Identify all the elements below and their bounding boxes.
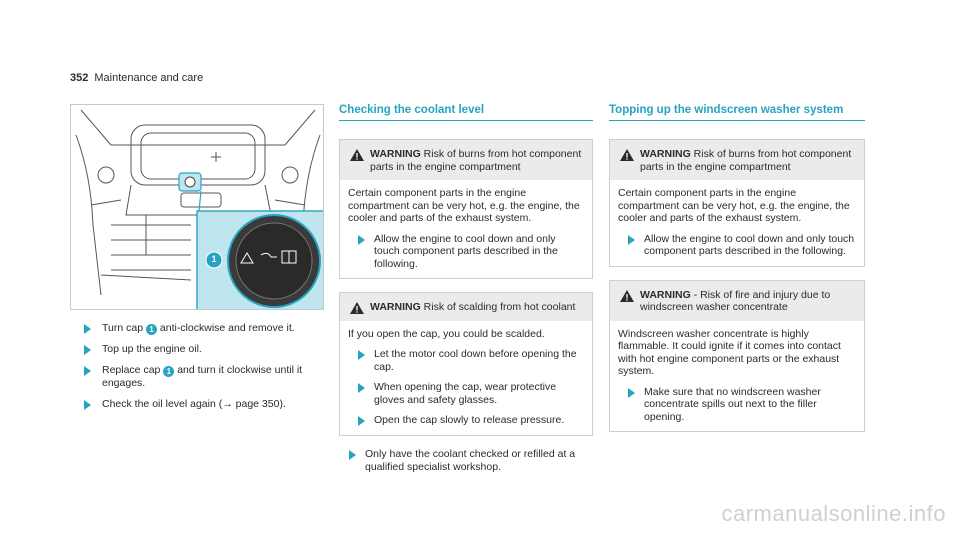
warning-text: Certain component parts in the engine compartment can be very hot, e.g. the engine, the cooler and parts of the exhaust system. — [618, 187, 850, 224]
oil-steps — [70, 322, 328, 419]
warning-label: WARNING — [640, 148, 691, 160]
warning-step — [348, 348, 584, 373]
warning-step — [348, 414, 584, 427]
warning-icon — [350, 302, 364, 314]
step-text: and turn it clockwise until it engages. — [102, 364, 303, 389]
warning-header — [610, 140, 864, 180]
section-title: Maintenance and care — [94, 72, 204, 84]
warning-label: WARNING — [640, 288, 691, 301]
step-arrow-icon — [349, 450, 356, 460]
warning-step — [618, 233, 856, 258]
warning-icon — [620, 290, 634, 302]
step-arrow-icon — [358, 383, 365, 393]
step-arrow-icon — [358, 235, 365, 245]
warning-label: WARNING — [370, 301, 421, 313]
warning-text: Certain component parts in the engine compartment can be very hot, e.g. the engine, the cooler and parts of the exhaust system. — [348, 187, 580, 224]
step-item — [70, 343, 328, 356]
warning-body — [340, 180, 592, 278]
warning-box — [609, 139, 865, 267]
warning-box — [609, 280, 865, 433]
step-text: Turn cap — [102, 322, 146, 334]
warning-step — [348, 381, 584, 406]
step-arrow-icon — [84, 324, 91, 334]
step-arrow-icon — [358, 350, 365, 360]
step-text: Only have the coolant checked or refilled at a qualified specialist workshop. — [365, 447, 576, 473]
step-text: Replace cap — [102, 364, 164, 376]
warning-body — [610, 321, 864, 432]
coolant-title: Checking the coolant level — [339, 104, 593, 121]
warning-headline: Risk of burns from hot component parts in the engine compartment — [370, 148, 582, 173]
page-number: 352 — [70, 72, 89, 84]
step-item — [70, 364, 328, 390]
warning-headline: - Risk of fire and injury due to windscreen washer concentrate — [640, 288, 831, 313]
step-item — [70, 322, 328, 335]
step-text: Allow the engine to cool down and only touch component parts described in the following. — [374, 232, 558, 270]
warning-step — [348, 233, 584, 271]
warning-label: WARNING — [370, 148, 421, 160]
page-reference-link[interactable]: Check the oil level again (→ page 350). — [102, 398, 286, 410]
warning-headline: Risk of burns from hot component parts in the engine compartment — [640, 148, 852, 173]
warning-box — [339, 139, 593, 279]
warning-icon — [620, 149, 634, 161]
step-item — [70, 398, 328, 411]
warning-header — [340, 293, 592, 321]
step-arrow-icon — [84, 400, 91, 410]
coolant-section — [339, 104, 593, 482]
washer-title: Topping up the windscreen washer system — [609, 104, 865, 121]
warning-body — [610, 180, 864, 266]
step-text: Top up the engine oil. — [102, 343, 202, 355]
step-text: Make sure that no windscreen washer concentrate spills out next to the filler opening. — [644, 385, 821, 423]
warning-text: Windscreen washer concentrate is highly flammable. It could ignite if it comes into contact with hot engine component parts or the exhaust system. — [618, 327, 841, 377]
step-arrow-icon — [84, 366, 91, 376]
warning-box — [339, 292, 593, 436]
step-arrow-icon — [358, 416, 365, 426]
step-arrow-icon — [84, 345, 91, 355]
step-text: Allow the engine to cool down and only touch component parts described in the following. — [644, 232, 855, 257]
washer-section — [609, 104, 865, 432]
callout-badge: 1 — [163, 366, 174, 377]
warning-body — [340, 321, 592, 435]
engine-illustration — [71, 105, 324, 310]
step-text: When opening the cap, wear protective gloves and safety glasses. — [374, 381, 557, 406]
warning-headline: Risk of scalding from hot coolant — [423, 301, 576, 313]
warning-step — [618, 386, 856, 424]
step-text: anti-clockwise and remove it. — [156, 322, 295, 334]
warning-header — [340, 140, 592, 180]
step-item — [339, 448, 593, 474]
warning-header — [610, 281, 864, 321]
warning-text: If you open the cap, you could be scalded. — [348, 327, 545, 340]
engine-compartment-figure — [70, 104, 324, 310]
callout-badge: 1 — [146, 324, 157, 335]
step-arrow-icon — [628, 388, 635, 398]
page-header — [70, 72, 203, 84]
watermark: carmanualsonline.info — [721, 501, 946, 526]
step-text: Open the cap slowly to release pressure. — [374, 414, 565, 426]
step-arrow-icon — [628, 235, 635, 245]
warning-icon — [350, 149, 364, 161]
figure-callout: 1 — [211, 254, 217, 264]
step-text: Let the motor cool down before opening the cap. — [374, 348, 577, 373]
